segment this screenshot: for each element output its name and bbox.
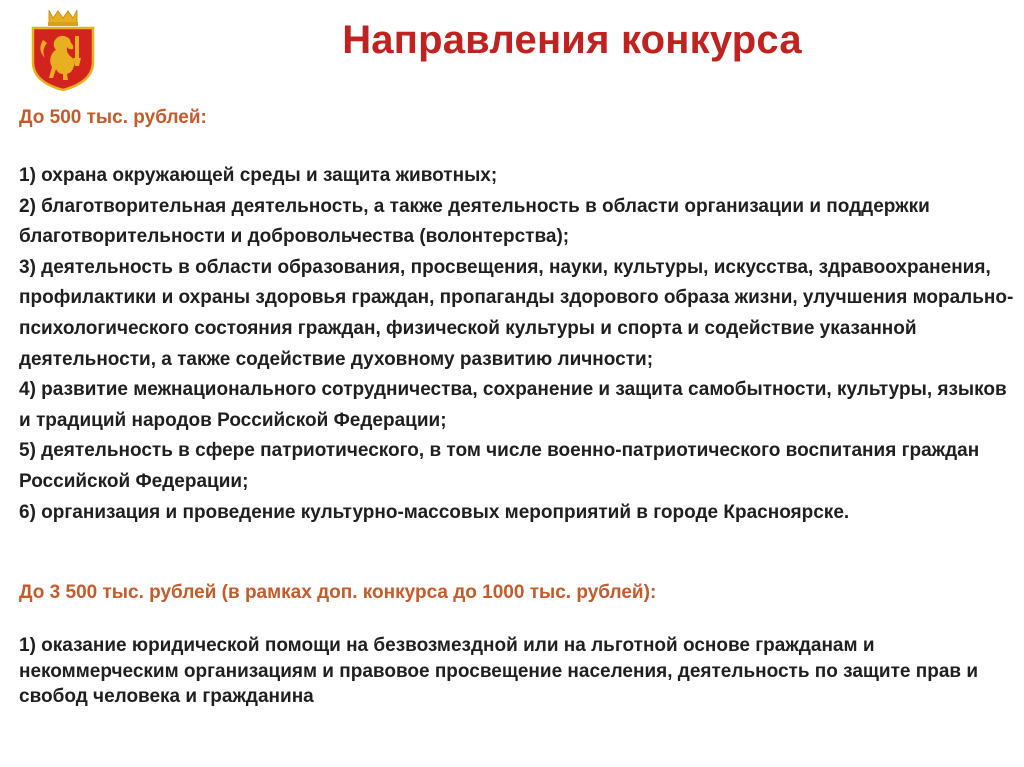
section-heading-up-to-500k: До 500 тыс. рублей:: [19, 107, 207, 128]
slide-title: Направления конкурса: [342, 18, 802, 62]
list-item: 1) оказание юридической помощи на безвозмездной или на льготной основе гражданам и некоммерческим организациям и правовое просвещение населения, деятельность по защите прав и свобод человека и гражданина: [19, 635, 979, 707]
section-heading-up-to-3500k: До 3 500 тыс. рублей (в рамках доп. конкурса до 1000 тыс. рублей):: [19, 582, 657, 603]
list-item: 6) организация и проведение культурно-массовых мероприятий в городе Красноярске.: [19, 501, 850, 523]
list-item: 4) развитие межнационального сотрудничества, сохранение и защита самобытности, культуры, языков и традиций народов Российской Федерации;: [19, 379, 1007, 431]
list-item: 3) деятельность в области образования, просвещения, науки, культуры, искусства, здравоохранения, профилактики и охраны здоровья граждан, пропаганды здорового образа жизни, улучшения морально-психологического состояния граждан, физической культуры и спорта и содействие указанной деятельности, а также содействие духовному развитию личности;: [19, 256, 1014, 370]
list-item: 5) деятельность в сфере патриотического, в том числе военно-патриотического воспитания граждан Российской Федерации;: [19, 440, 980, 492]
list-item: 1) охрана окружающей среды и защита животных;: [19, 165, 498, 186]
section2-list: [19, 633, 1019, 710]
list-item: 2) благотворительная деятельность, а также деятельность в области организации и поддержки благотворительности и добровольчества (волонтерства);: [19, 195, 930, 248]
section1-list: [19, 161, 1019, 528]
